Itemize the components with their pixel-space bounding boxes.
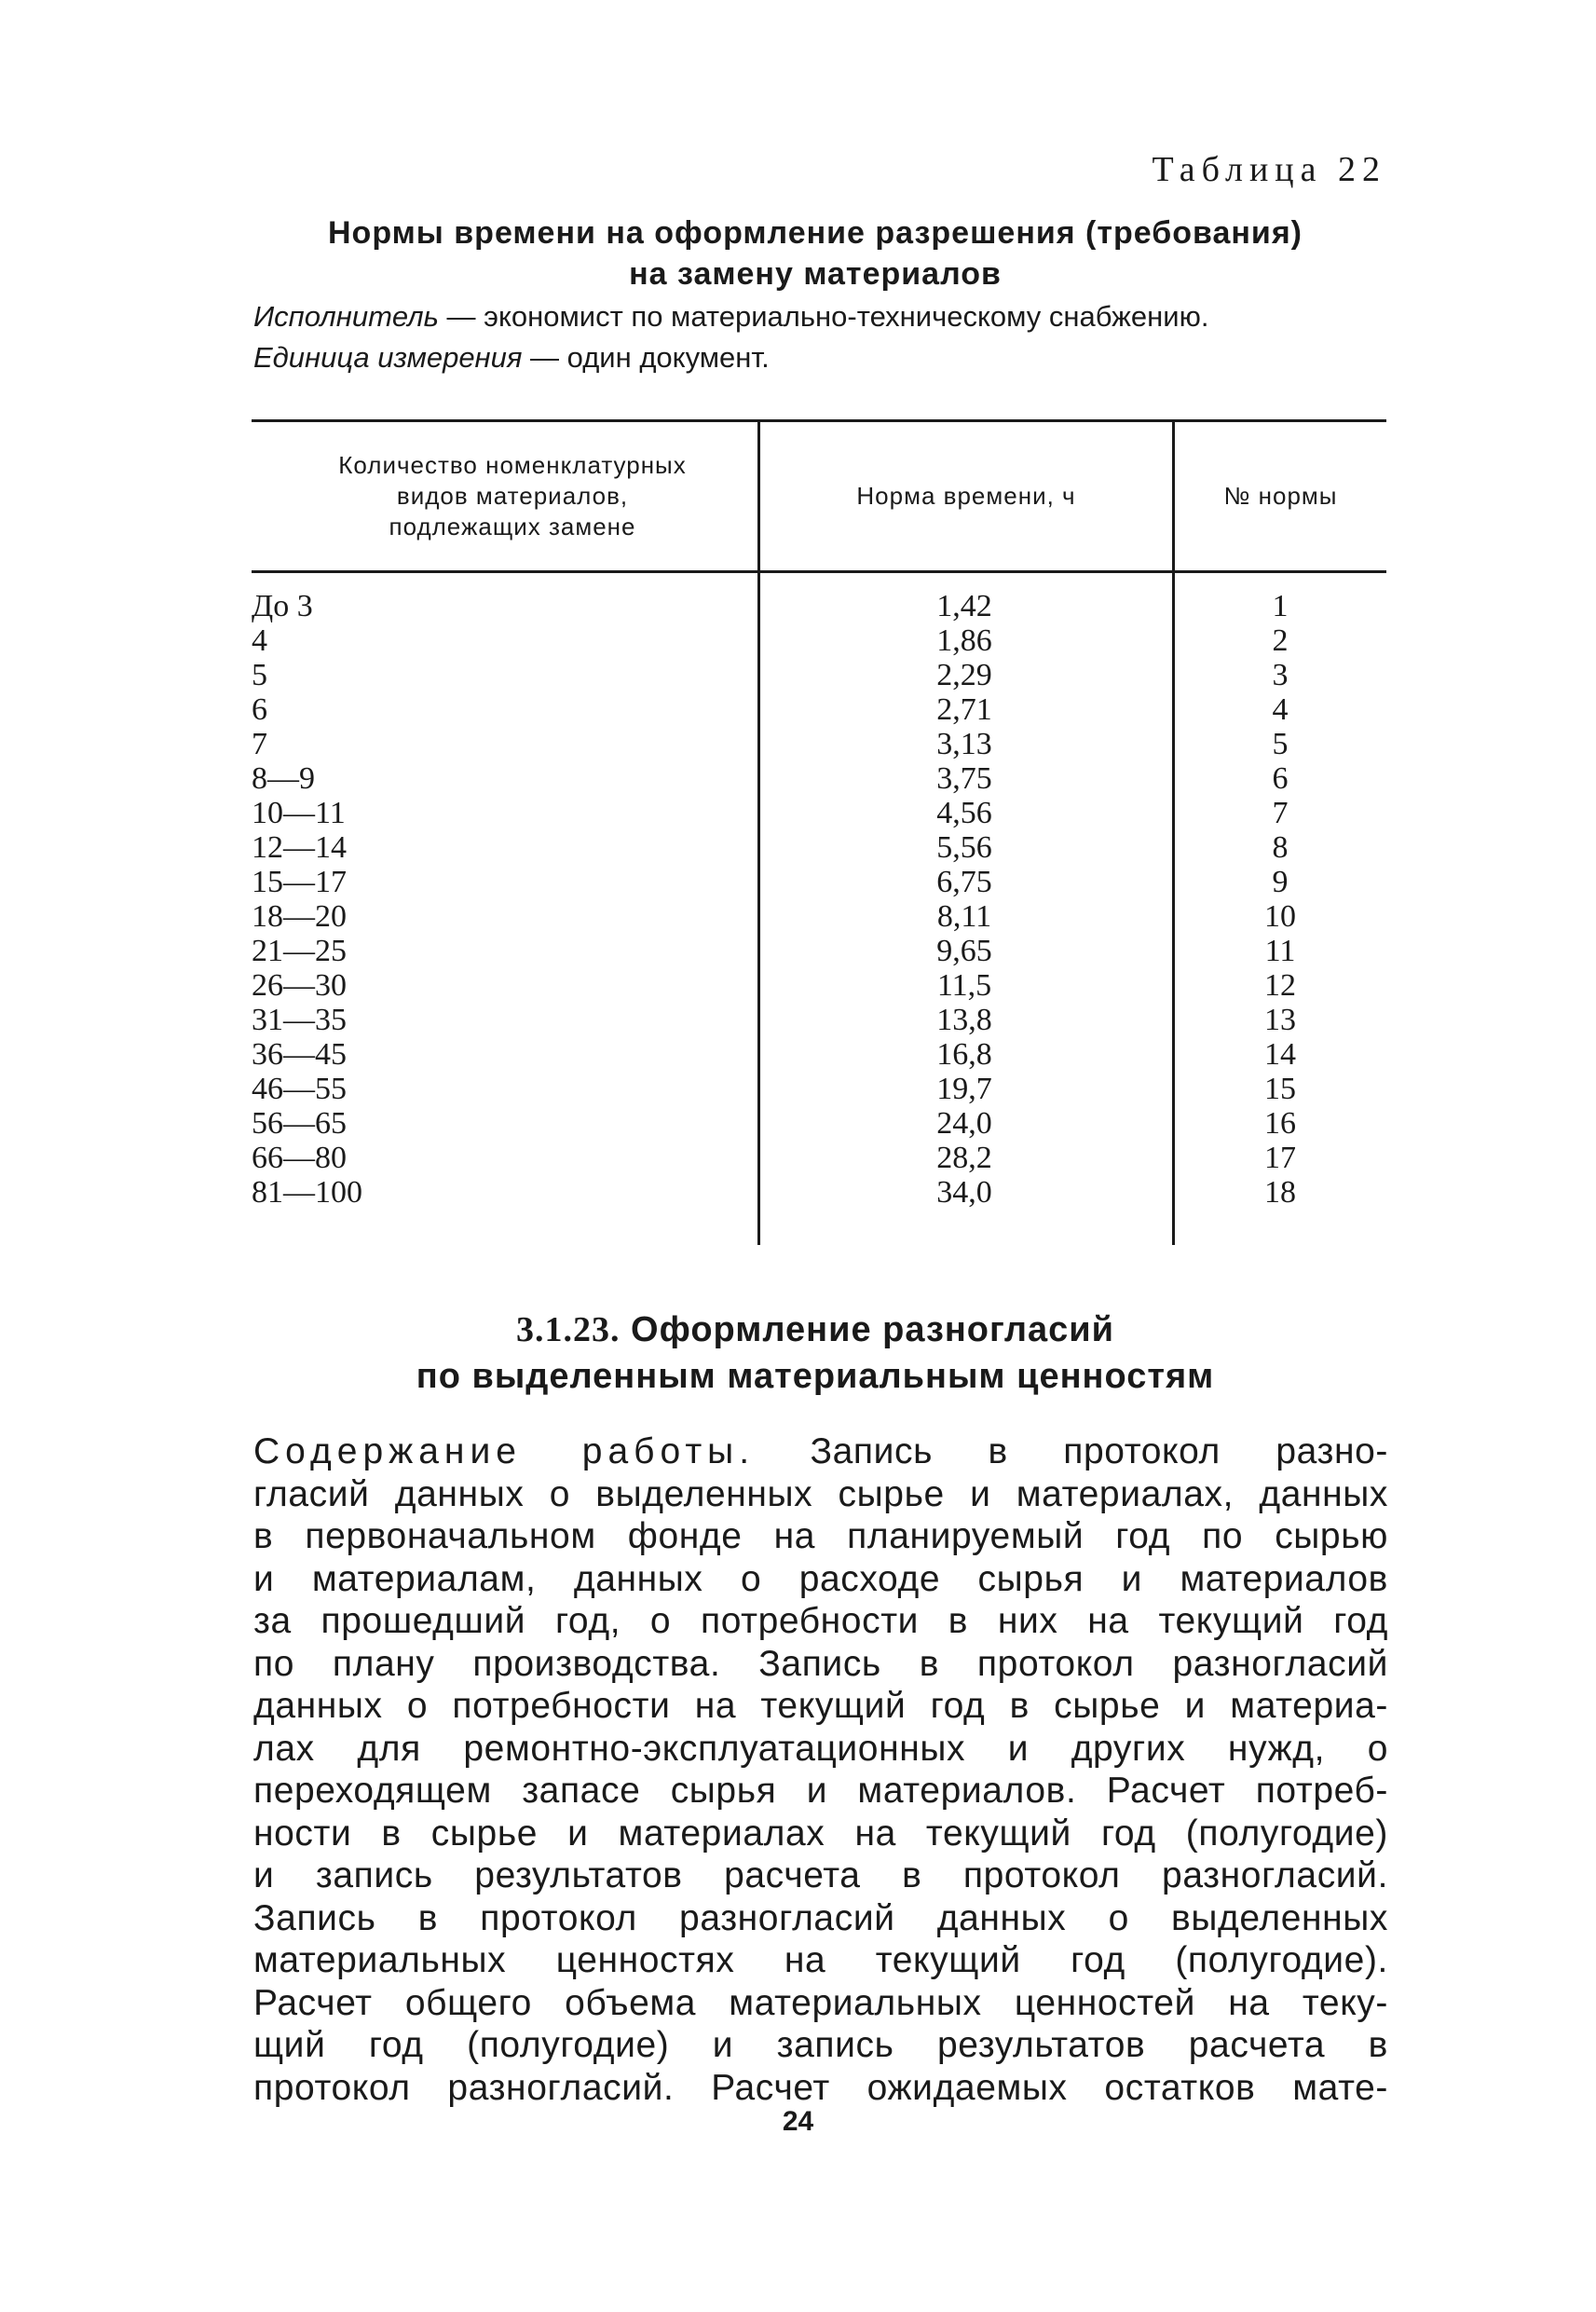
table-header-rule xyxy=(252,570,1386,573)
norm-cell: 16 xyxy=(1264,1106,1296,1141)
norm-cell: 6 xyxy=(1272,761,1289,796)
body-line: щий год (полугодие) и запись результатов расчета в xyxy=(253,2025,1388,2065)
qty-cell: 36—45 xyxy=(252,1037,347,1072)
qty-cell: 4 xyxy=(252,623,267,658)
time-cell: 19,7 xyxy=(936,1072,992,1106)
header-quantity xyxy=(280,421,745,570)
time-cell: 9,65 xyxy=(936,934,992,968)
qty-cell: 10—11 xyxy=(252,796,346,830)
time-cell: 16,8 xyxy=(936,1037,992,1072)
norm-cell: 5 xyxy=(1272,727,1289,761)
body-line: в первоначальном фонде на планируемый год по сырью xyxy=(253,1516,1388,1556)
time-cell: 4,56 xyxy=(936,796,992,830)
norm-cell: 9 xyxy=(1272,865,1289,899)
qty-cell: До 3 xyxy=(252,589,313,623)
unit-line xyxy=(253,337,1399,378)
body-line: по плану производства. Запись в протокол разногласий xyxy=(253,1643,1388,1684)
performer-value: — экономист по материально-техническому снабжению. xyxy=(438,300,1209,333)
lead-phrase: Содержание работы. xyxy=(253,1431,756,1471)
unit-label: Единица измерения xyxy=(253,341,523,374)
qty-cell: 5 xyxy=(252,658,267,692)
header-quantity-line-2: видов материалов, xyxy=(396,481,629,510)
time-cell: 28,2 xyxy=(936,1141,992,1175)
time-cell: 1,42 xyxy=(936,589,992,623)
column-quantity xyxy=(252,589,624,1210)
qty-cell: 6 xyxy=(252,692,267,727)
time-cell: 11,5 xyxy=(936,968,992,1003)
column-time xyxy=(759,589,1169,1210)
norm-cell: 7 xyxy=(1272,796,1289,830)
time-cell: 3,75 xyxy=(936,761,992,796)
norm-cell: 4 xyxy=(1272,692,1289,727)
page-number: 24 xyxy=(782,2106,814,2137)
table-title-line-2: на замену материалов xyxy=(629,256,1002,292)
qty-cell: 12—14 xyxy=(252,830,347,865)
column-norm-number xyxy=(1174,589,1386,1210)
norm-cell: 8 xyxy=(1272,830,1289,865)
qty-cell: 7 xyxy=(252,727,267,761)
time-cell: 13,8 xyxy=(936,1003,992,1037)
header-time: Норма времени, ч xyxy=(856,481,1076,510)
time-cell: 2,71 xyxy=(936,692,992,727)
qty-cell: 8—9 xyxy=(252,761,315,796)
qty-cell: 66—80 xyxy=(252,1141,347,1175)
body-line-text: Запись в протокол разно- xyxy=(755,1431,1388,1471)
body-line: лах для ремонтно-эксплуатационных и других нужд, о xyxy=(253,1728,1388,1769)
section-title-text: Оформление разногласий xyxy=(620,1310,1115,1349)
header-norm-number: № нормы xyxy=(1223,481,1338,510)
header-quantity-line-1: Количество номенклатурных xyxy=(338,450,687,479)
time-cell: 2,29 xyxy=(936,658,992,692)
time-cell: 6,75 xyxy=(936,865,992,899)
body-line: протокол разногласий. Расчет ожидаемых остатков мате- xyxy=(253,2067,1388,2108)
section-number: 3.1.23. xyxy=(515,1310,621,1349)
norm-cell: 11 xyxy=(1264,934,1296,968)
body-line: ности в сырье и материалах на текущий год (полугодие) xyxy=(253,1813,1388,1854)
qty-cell: 18—20 xyxy=(252,899,347,934)
section-title-line-2: по выделенным материальным ценностям xyxy=(416,1357,1215,1396)
time-cell: 3,13 xyxy=(936,727,992,761)
body-line: материальных ценностях на текущий год (полугодие). xyxy=(253,1940,1388,1980)
table-meta xyxy=(253,296,1399,378)
performer-line xyxy=(253,296,1399,337)
body-line: переходящем запасе сырья и материалов. Расчет потреб- xyxy=(253,1771,1388,1811)
section-body xyxy=(253,1430,1388,2109)
time-cell: 24,0 xyxy=(936,1106,992,1141)
norm-cell: 10 xyxy=(1264,899,1296,934)
performer-label: Исполнитель xyxy=(253,300,439,333)
norm-cell: 12 xyxy=(1264,968,1296,1003)
norm-cell: 18 xyxy=(1264,1175,1296,1210)
body-line xyxy=(253,1430,1388,1473)
time-cell: 5,56 xyxy=(936,830,992,865)
time-cell: 8,11 xyxy=(936,899,992,934)
qty-cell: 56—65 xyxy=(252,1106,347,1141)
norm-cell: 17 xyxy=(1264,1141,1296,1175)
norm-cell: 2 xyxy=(1272,623,1289,658)
qty-cell: 26—30 xyxy=(252,968,347,1003)
norm-cell: 3 xyxy=(1272,658,1289,692)
body-line: Расчет общего объема материальных ценностей на теку- xyxy=(253,1982,1388,2023)
qty-cell: 21—25 xyxy=(252,934,347,968)
norm-cell: 1 xyxy=(1272,589,1289,623)
body-line: данных о потребности на текущий год в сырье и материа- xyxy=(253,1686,1388,1726)
body-line: за прошедший год, о потребности в них на текущий год xyxy=(253,1601,1388,1641)
table-title xyxy=(252,212,1379,294)
header-quantity-line-3: подлежащих замене xyxy=(389,512,636,540)
time-cell: 34,0 xyxy=(936,1175,992,1210)
qty-cell: 81—100 xyxy=(252,1175,362,1210)
body-line: Запись в протокол разногласий данных о выделенных xyxy=(253,1897,1388,1938)
qty-cell: 15—17 xyxy=(252,865,347,899)
qty-cell: 46—55 xyxy=(252,1072,347,1106)
time-cell: 1,86 xyxy=(936,623,992,658)
norm-cell: 15 xyxy=(1264,1072,1296,1106)
table-title-line-1: Нормы времени на оформление разрешения (требования) xyxy=(328,215,1303,251)
norm-cell: 14 xyxy=(1264,1037,1296,1072)
norm-cell: 13 xyxy=(1264,1003,1296,1037)
table-label: Таблица 22 xyxy=(1152,150,1386,189)
body-line: гласий данных о выделенных сырье и материалах, данных xyxy=(253,1473,1388,1514)
unit-value: — один документ. xyxy=(522,341,770,374)
body-line: и материалам, данных о расходе сырья и материалов xyxy=(253,1558,1388,1599)
section-title xyxy=(224,1306,1407,1400)
section-title-line-1 xyxy=(224,1306,1407,1353)
body-line: и запись результатов расчета в протокол разногласий. xyxy=(253,1855,1388,1895)
qty-cell: 31—35 xyxy=(252,1003,347,1037)
